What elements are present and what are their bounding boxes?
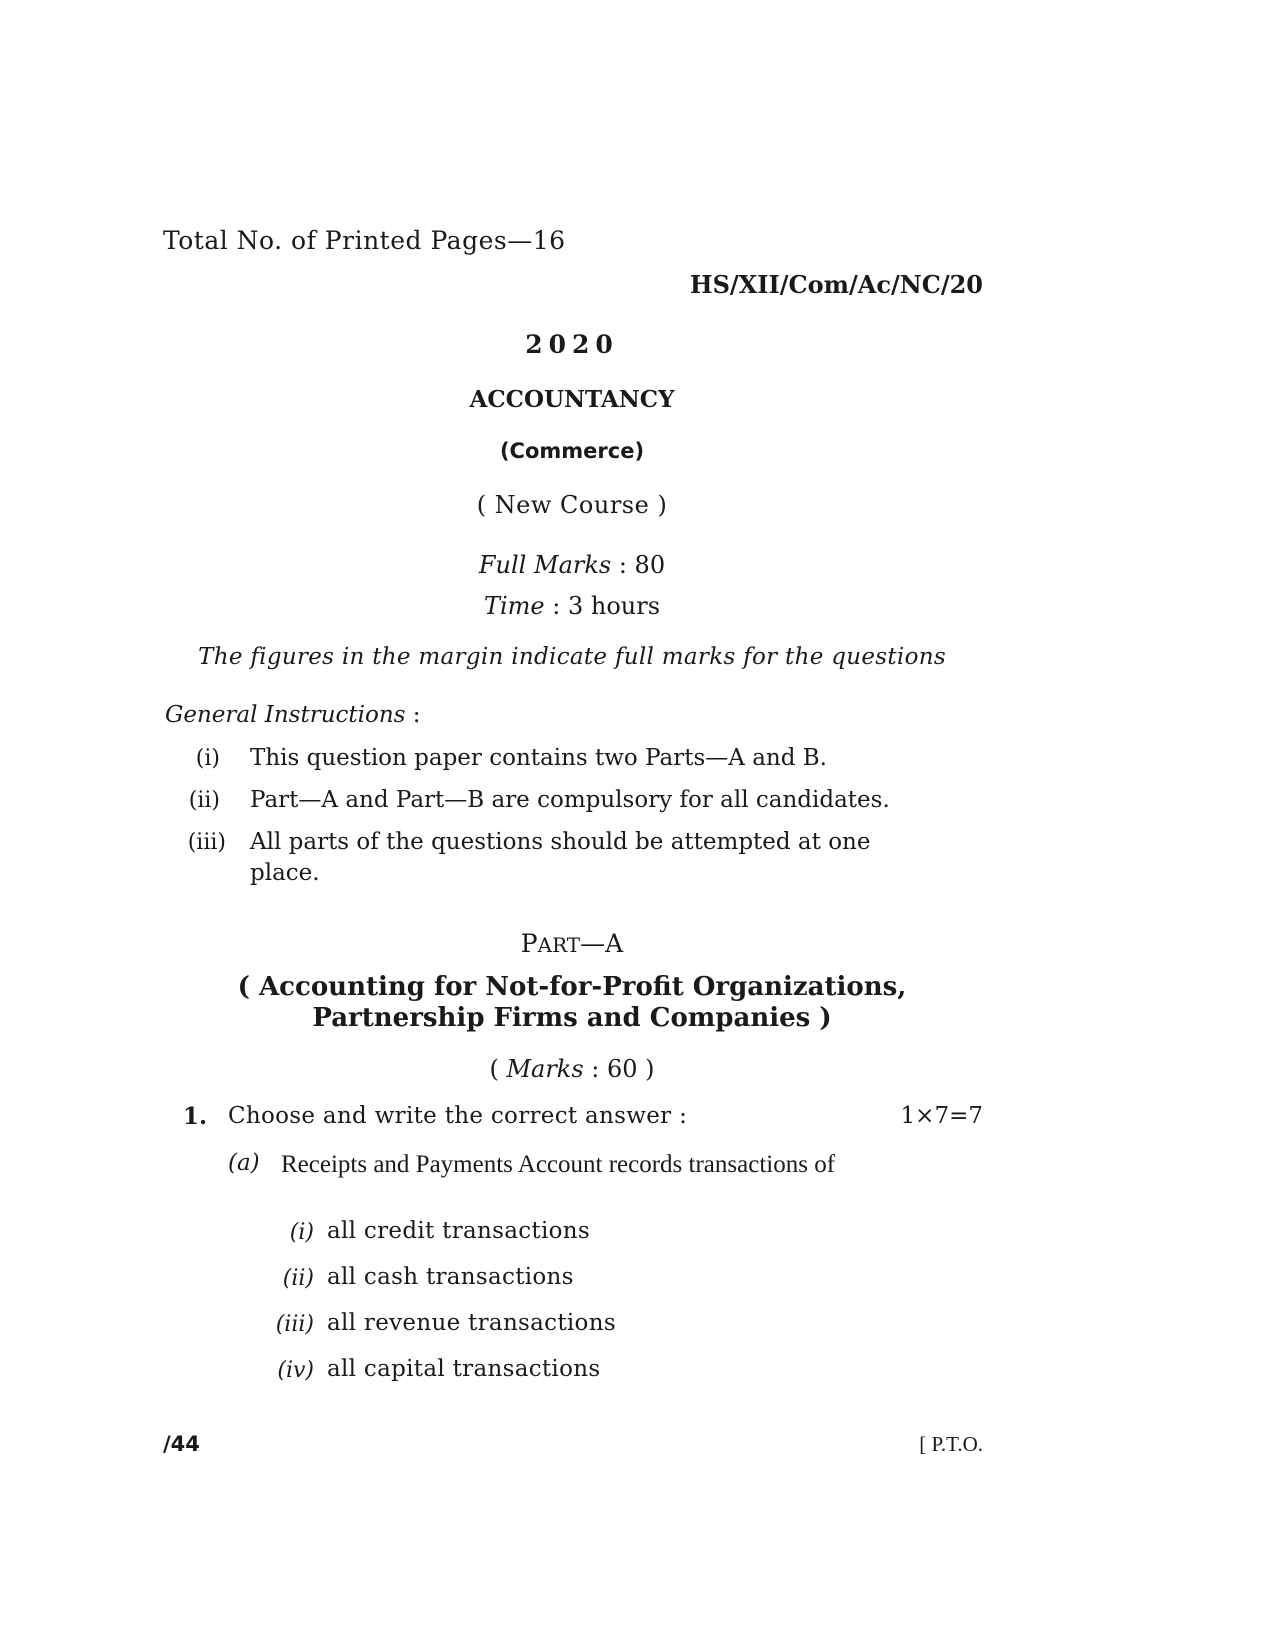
question-number: 1. xyxy=(183,1103,208,1130)
part-a-heading-initial: P xyxy=(520,929,538,958)
option-label: (iv) xyxy=(277,1358,314,1383)
course-label: ( New Course ) xyxy=(476,491,668,519)
total-pages: Total No. of Printed Pages—16 xyxy=(163,226,566,255)
footer-pto: [ P.T.O. xyxy=(919,1432,983,1456)
time-value: : 3 hours xyxy=(544,592,661,620)
option-label: (i) xyxy=(289,1220,314,1245)
margin-note: The figures in the margin indicate full marks for the questions xyxy=(198,644,946,670)
instruction-text: All parts of the questions should be attempted at one place. xyxy=(250,829,871,886)
instruction-number: (iii) xyxy=(187,830,226,855)
time-label: Time xyxy=(483,592,545,620)
part-a-title-line-1: ( Accounting for Not-for-Profit Organizations, xyxy=(237,972,907,1002)
part-a-marks-open: ( xyxy=(489,1055,507,1083)
question-marks: 1×7=7 xyxy=(900,1103,983,1129)
part-a-heading-smallcaps: ART xyxy=(537,933,581,957)
stream-label: (Commerce) xyxy=(499,439,645,463)
sub-question-label: (a) xyxy=(228,1150,260,1176)
option-text: all capital transactions xyxy=(327,1356,601,1382)
option-text: all credit transactions xyxy=(327,1218,590,1244)
footer-code: /44 xyxy=(163,1432,200,1456)
instruction-number: (ii) xyxy=(188,788,220,813)
option-label: (ii) xyxy=(282,1266,314,1291)
full-marks-label: Full Marks xyxy=(478,551,612,579)
option-text: all revenue transactions xyxy=(327,1310,616,1336)
question-text: Choose and write the correct answer : xyxy=(228,1103,688,1129)
general-instructions-colon: : xyxy=(405,702,421,728)
part-a-marks-label: Marks xyxy=(506,1055,584,1083)
sub-question-text: Receipts and Payments Account records transactions of xyxy=(281,1151,836,1178)
instruction-number: (i) xyxy=(195,746,220,771)
part-a-heading xyxy=(521,929,623,958)
part-a-heading-suffix: —A xyxy=(580,929,624,958)
option-label: (iii) xyxy=(275,1312,314,1337)
option-text: all cash transactions xyxy=(327,1264,574,1290)
exam-year: 2020 xyxy=(525,330,619,359)
paper-code: HS/XII/Com/Ac/NC/20 xyxy=(689,270,983,299)
instruction-text: This question paper contains two Parts—A and B. xyxy=(250,745,827,771)
full-marks xyxy=(479,551,665,579)
time-allowed xyxy=(484,592,660,620)
general-instructions-label: General Instructions xyxy=(165,702,406,728)
part-a-title-line-2: Partnership Firms and Companies ) xyxy=(312,1003,832,1033)
subject-title: ACCOUNTANCY xyxy=(469,386,675,413)
part-a-marks xyxy=(489,1055,654,1083)
instruction-text: Part—A and Part—B are compulsory for all candidates. xyxy=(250,787,890,813)
general-instructions-heading xyxy=(165,702,421,728)
full-marks-value: : 80 xyxy=(611,551,666,579)
part-a-marks-value: : 60 ) xyxy=(583,1055,655,1083)
